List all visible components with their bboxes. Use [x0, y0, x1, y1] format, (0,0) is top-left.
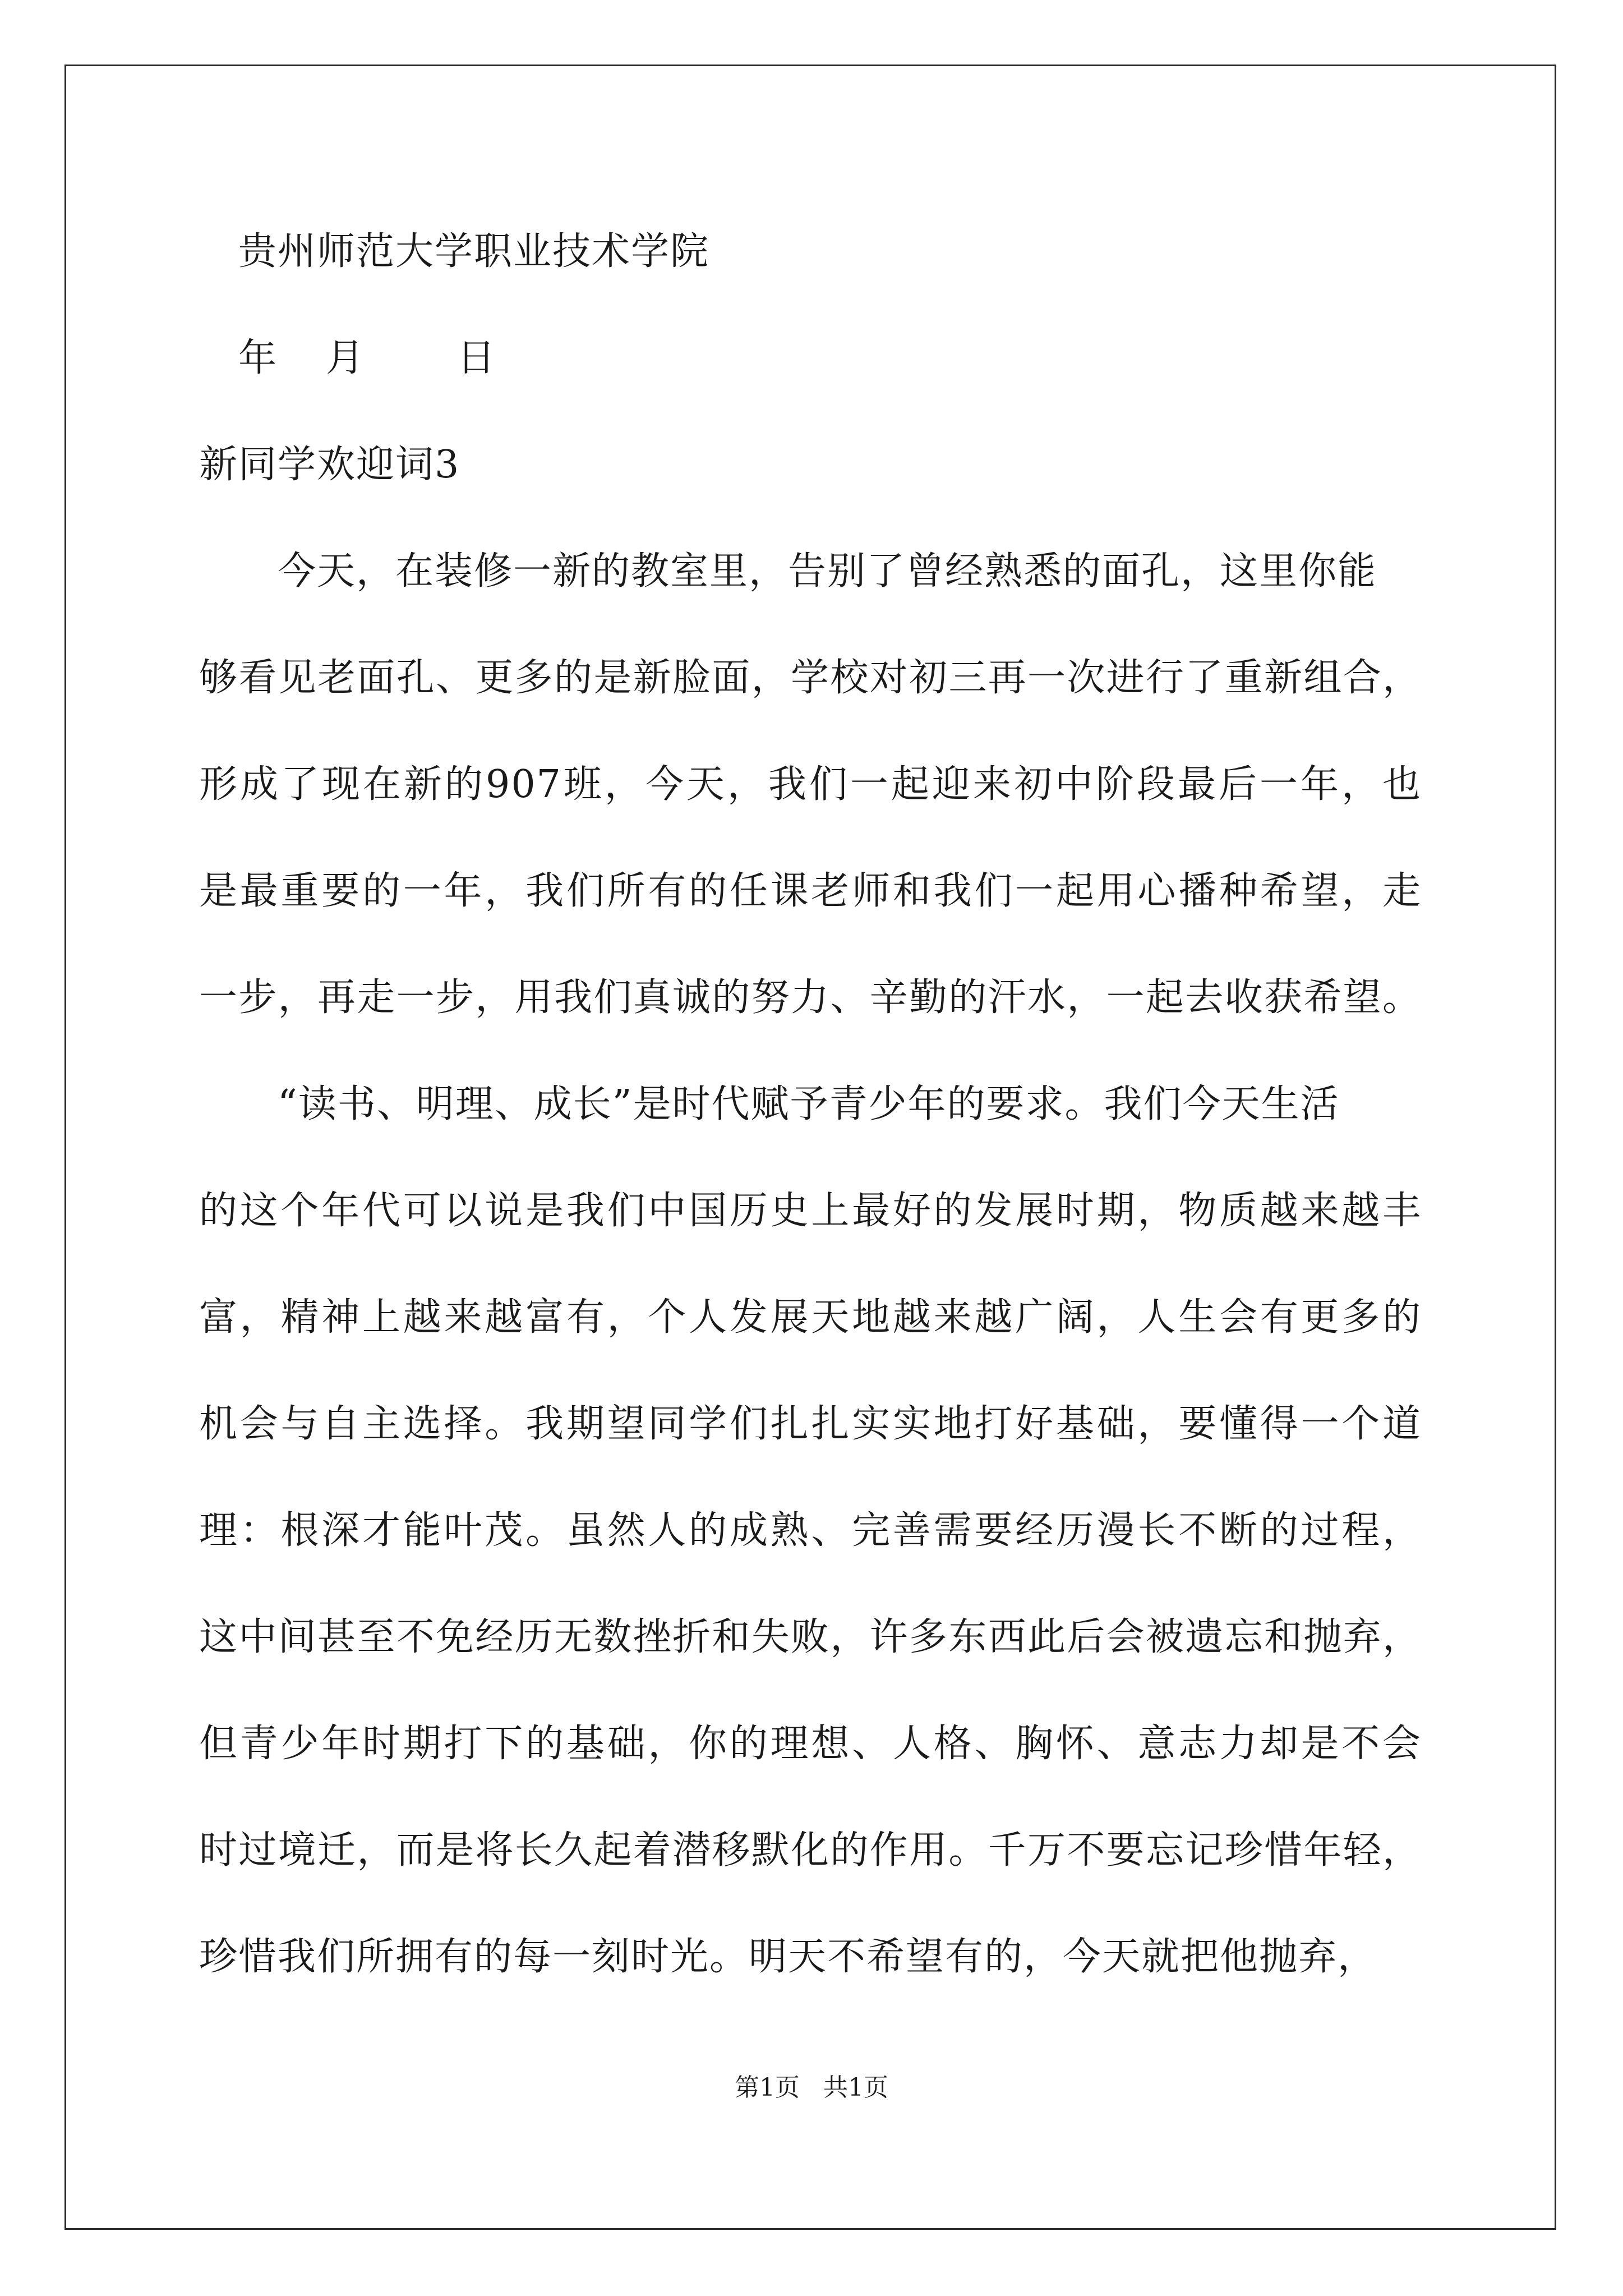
paragraph-2-line-7: 但青少年时期打下的基础，你的理想、人格、胸怀、意志力却是不会	[199, 1722, 1422, 1766]
page-number-current: 第1页	[735, 2073, 800, 2102]
paragraph-2-line-9: 珍惜我们所拥有的每一刻时光。明天不希望有的，今天就把他抛弃，	[199, 1935, 1377, 1979]
page-footer	[0, 2073, 1623, 2102]
paragraph-2-line-8: 时过境迁，而是将长久起着潜移默化的作用。千万不要忘记珍惜年轻，	[199, 1828, 1422, 1872]
paragraph-2-line-3: 富，精神上越来越富有，个人发展天地越来越广阔，人生会有更多的	[199, 1295, 1422, 1340]
page-border	[64, 65, 1556, 2230]
section-title: 新同学欢迎词3	[199, 443, 460, 487]
paragraph-1-line-2: 够看见老面孔、更多的是新脸面，学校对初三再一次进行了重新组合，	[199, 656, 1422, 700]
page-number-total: 共1页	[823, 2073, 888, 2102]
signature-institution: 贵州师范大学职业技术学院	[238, 229, 710, 274]
paragraph-1-line-1: 今天，在装修一新的教室里，告别了曾经熟悉的面孔，这里你能	[278, 549, 1377, 593]
paragraph-2-line-6: 这中间甚至不免经历无数挫折和失败，许多东西此后会被遗忘和抛弃，	[199, 1615, 1422, 1659]
signature-date: 年 月 日	[238, 336, 501, 380]
paragraph-1-line-3: 形成了现在新的907班，今天，我们一起迎来初中阶段最后一年，也	[199, 762, 1422, 807]
paragraph-2-line-1: “读书、明理、成长”是时代赋予青少年的要求。我们今天生活	[278, 1082, 1340, 1126]
paragraph-2-line-2: 的这个年代可以说是我们中国历史上最好的发展时期，物质越来越丰	[199, 1189, 1422, 1233]
paragraph-1-line-4: 是最重要的一年，我们所有的任课老师和我们一起用心播种希望，走	[199, 869, 1422, 913]
paragraph-2-line-4: 机会与自主选择。我期望同学们扎扎实实地打好基础，要懂得一个道	[199, 1402, 1422, 1446]
paragraph-2-line-5: 理：根深才能叶茂。虽然人的成熟、完善需要经历漫长不断的过程，	[199, 1508, 1422, 1553]
paragraph-1-line-5: 一步，再走一步，用我们真诚的努力、辛勤的汗水，一起去收获希望。	[199, 976, 1422, 1020]
